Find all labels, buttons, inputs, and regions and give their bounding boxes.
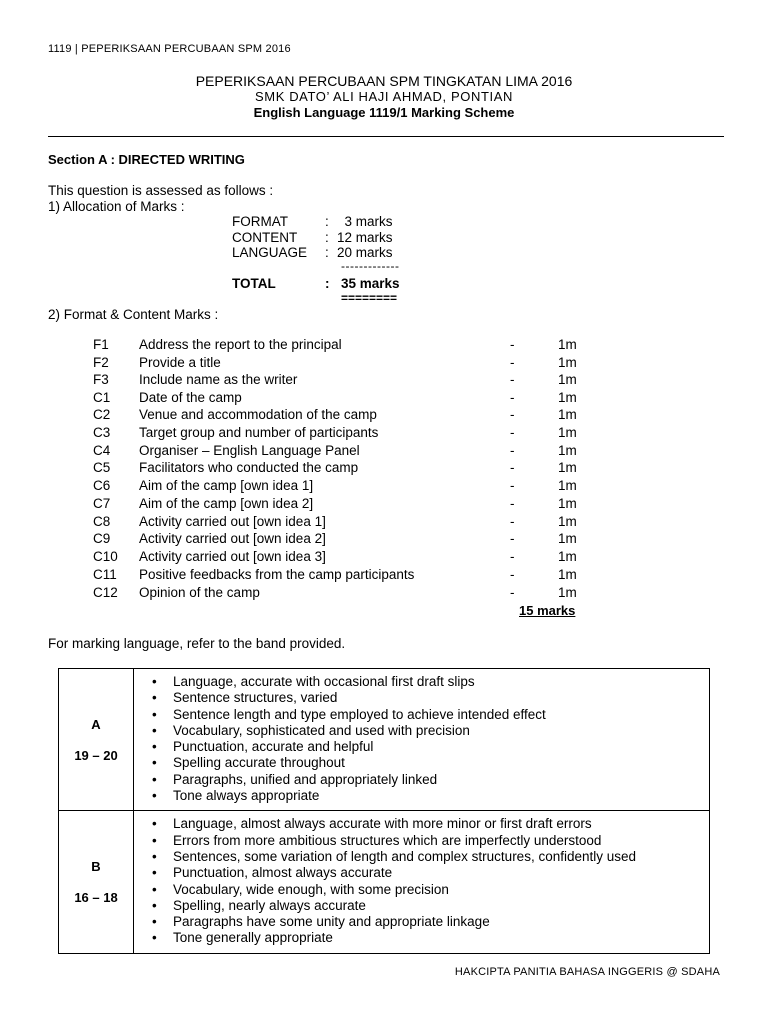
item-mark: 1m	[558, 496, 577, 511]
band-descriptor: • Spelling accurate throughout	[151, 755, 705, 771]
content-total-marks: 15 marks	[519, 603, 576, 618]
copyright-footer: HAKCIPTA PANITIA BAHASA INGGERIS @ SDAHA	[454, 966, 720, 978]
band-descriptor: • Vocabulary, wide enough, with some precision	[151, 882, 705, 898]
item-mark: 1m	[558, 443, 577, 458]
language-band-table	[58, 668, 710, 954]
band-range: 16 – 18	[74, 890, 118, 906]
item-mark: 1m	[558, 407, 577, 422]
mark-item	[0, 496, 768, 514]
item-description: Aim of the camp [own idea 1]	[139, 478, 314, 493]
item-code: C10	[93, 549, 118, 564]
allocation-value-content: 12 marks	[337, 230, 393, 245]
item-code: C5	[93, 460, 111, 475]
item-description: Activity carried out [own idea 1]	[139, 514, 326, 529]
allocation-value-format: 3 marks	[337, 214, 393, 229]
item-description: Venue and accommodation of the camp	[139, 407, 377, 422]
mark-item	[0, 337, 768, 355]
item-description: Aim of the camp [own idea 2]	[139, 496, 314, 511]
mark-item	[0, 443, 768, 461]
assessment-intro: This question is assessed as follows :	[48, 183, 274, 198]
mark-item	[0, 460, 768, 478]
item-code: C9	[93, 531, 111, 546]
item-mark: 1m	[558, 531, 577, 546]
item-dash: -	[510, 372, 515, 387]
item-code: C3	[93, 425, 111, 440]
allocation-total-value: 35 marks	[341, 276, 400, 291]
allocation-label-format: FORMAT	[232, 214, 288, 229]
item-description: Facilitators who conducted the camp	[139, 460, 359, 475]
band-row-a	[59, 669, 710, 811]
exam-title: PEPERIKSAAN PERCUBAAN SPM TINGKATAN LIMA 2016	[195, 73, 573, 89]
item-description: Date of the camp	[139, 390, 242, 405]
band-descriptor: • Sentences, some variation of length and complex structures, confidently used	[151, 849, 705, 865]
item-description: Activity carried out [own idea 2]	[139, 531, 326, 546]
item-dash: -	[510, 355, 515, 370]
band-letter: B	[91, 859, 101, 875]
item-mark: 1m	[558, 478, 577, 493]
band-range: 19 – 20	[74, 747, 118, 763]
item-code: C11	[93, 567, 117, 582]
item-mark: 1m	[558, 585, 577, 600]
item-description: Activity carried out [own idea 3]	[139, 549, 326, 564]
band-descriptors-cell	[134, 811, 710, 953]
item-mark: 1m	[558, 567, 577, 582]
school-name: SMK DATO’ ALI HAJI AHMAD, PONTIAN	[255, 89, 513, 104]
allocation-total-colon: :	[325, 276, 330, 291]
equals-separator: ========	[341, 291, 398, 305]
item-dash: -	[510, 496, 515, 511]
allocation-heading: 1) Allocation of Marks :	[48, 199, 185, 214]
band-descriptor: • Tone generally appropriate	[151, 930, 705, 946]
mark-item	[0, 372, 768, 390]
band-descriptor: • Spelling, nearly always accurate	[151, 898, 705, 914]
mark-item	[0, 531, 768, 549]
mark-item	[0, 425, 768, 443]
mark-item	[0, 514, 768, 532]
item-dash: -	[510, 585, 515, 600]
item-dash: -	[510, 567, 515, 582]
band-descriptor: • Errors from more ambitious structures which are imperfectly understood	[151, 833, 705, 849]
language-note: For marking language, refer to the band provided.	[48, 636, 346, 651]
item-mark: 1m	[558, 372, 577, 387]
item-dash: -	[510, 514, 515, 529]
allocation-colon: :	[325, 214, 329, 229]
mark-item	[0, 478, 768, 496]
item-code: F1	[93, 337, 109, 352]
allocation-label-language: LANGUAGE	[232, 245, 308, 260]
band-descriptor: • Language, accurate with occasional first draft slips	[151, 674, 705, 690]
dash-separator: -------------	[341, 259, 400, 273]
item-mark: 1m	[558, 549, 577, 564]
item-code: C1	[93, 390, 111, 405]
item-description: Address the report to the principal	[139, 337, 342, 352]
item-description: Target group and number of participants	[139, 425, 379, 440]
item-dash: -	[510, 337, 515, 352]
item-dash: -	[510, 531, 515, 546]
band-descriptor: • Punctuation, accurate and helpful	[151, 739, 705, 755]
mark-item	[0, 567, 768, 585]
band-label-cell	[59, 811, 134, 953]
item-mark: 1m	[558, 390, 577, 405]
band-descriptor-list	[151, 674, 705, 804]
mark-item	[0, 407, 768, 425]
item-dash: -	[510, 478, 515, 493]
item-code: C6	[93, 478, 111, 493]
item-mark: 1m	[558, 337, 577, 352]
item-code: C8	[93, 514, 111, 529]
band-descriptors-cell	[134, 669, 710, 811]
item-dash: -	[510, 425, 515, 440]
mark-item	[0, 585, 768, 603]
band-descriptor: • Language, almost always accurate with more minor or first draft errors	[151, 816, 705, 832]
allocation-label-content: CONTENT	[232, 230, 298, 245]
item-mark: 1m	[558, 425, 577, 440]
band-row-b	[59, 811, 710, 953]
item-code: C7	[93, 496, 111, 511]
section-title: Section A : DIRECTED WRITING	[48, 152, 245, 167]
item-description: Opinion of the camp	[139, 585, 260, 600]
band-descriptor: • Tone always appropriate	[151, 788, 705, 804]
item-code: F2	[93, 355, 109, 370]
band-descriptor: • Punctuation, almost always accurate	[151, 865, 705, 881]
item-mark: 1m	[558, 460, 577, 475]
allocation-total-label: TOTAL	[232, 276, 276, 291]
item-code: F3	[93, 372, 109, 387]
item-mark: 1m	[558, 514, 577, 529]
band-descriptor-list	[151, 816, 705, 946]
item-code: C4	[93, 443, 111, 458]
item-code: C2	[93, 407, 111, 422]
header-rule	[48, 136, 724, 137]
allocation-colon: :	[325, 230, 329, 245]
band-descriptor: • Sentence length and type employed to achieve intended effect	[151, 707, 705, 723]
item-description: Positive feedbacks from the camp participants	[139, 567, 415, 582]
band-descriptor: • Vocabulary, sophisticated and used with precision	[151, 723, 705, 739]
item-description: Provide a title	[139, 355, 221, 370]
item-dash: -	[510, 407, 515, 422]
mark-item	[0, 390, 768, 408]
mark-item	[0, 355, 768, 373]
allocation-colon: :	[325, 245, 329, 260]
item-dash: -	[510, 390, 515, 405]
running-head: 1119 | PEPERIKSAAN PERCUBAAN SPM 2016	[48, 43, 291, 55]
item-dash: -	[510, 549, 515, 564]
item-dash: -	[510, 460, 515, 475]
item-mark: 1m	[558, 355, 577, 370]
allocation-value-language: 20 marks	[337, 245, 393, 260]
band-descriptor: • Paragraphs, unified and appropriately linked	[151, 772, 705, 788]
band-label-cell	[59, 669, 134, 811]
mark-item	[0, 549, 768, 567]
item-dash: -	[510, 443, 515, 458]
format-content-heading: 2) Format & Content Marks :	[48, 307, 219, 322]
band-descriptor: • Sentence structures, varied	[151, 690, 705, 706]
item-code: C12	[93, 585, 118, 600]
document-subtitle: English Language 1119/1 Marking Scheme	[253, 105, 515, 120]
item-description: Organiser – English Language Panel	[139, 443, 360, 458]
band-letter: A	[91, 716, 101, 732]
band-descriptor: • Paragraphs have some unity and appropriate linkage	[151, 914, 705, 930]
item-description: Include name as the writer	[139, 372, 298, 387]
